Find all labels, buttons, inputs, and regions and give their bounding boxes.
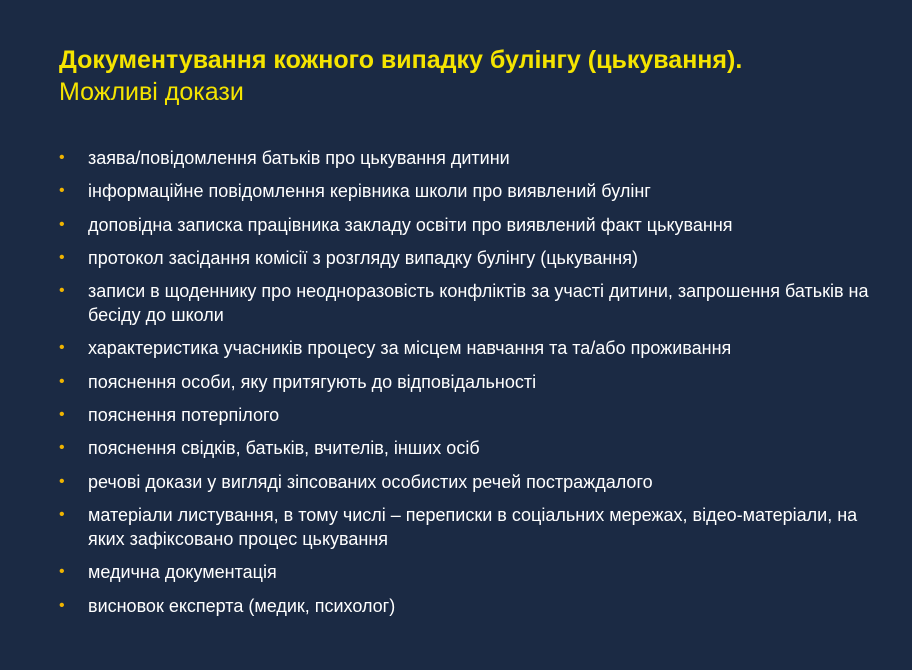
bullet-icon: • [59, 472, 65, 490]
bullet-icon: • [59, 215, 65, 233]
bullet-icon: • [59, 505, 65, 523]
list-item [59, 470, 879, 494]
title-subtitle: Можливі докази [59, 78, 244, 106]
list-item [59, 213, 879, 237]
list-item-text: матеріали листування, в тому числі – переписки в соціальних мережах, відео-матеріали, на яких зафіксовано процес цькування [88, 504, 858, 549]
list-item [59, 370, 879, 394]
list-item-text: речові докази у вигляді зіпсованих особистих речей постраждалого [88, 471, 653, 492]
bullet-icon: • [59, 439, 65, 457]
bullet-icon: • [59, 339, 65, 357]
list-item-text: пояснення особи, яку притягують до відповідальності [88, 371, 537, 392]
list-item-text: пояснення свідків, батьків, вчителів, інших осіб [88, 438, 480, 459]
list-item [59, 246, 879, 270]
bullet-icon: • [59, 149, 65, 166]
list-item-text: записи в щоденнику про неодноразовість конфліктів за участі дитини, запрошення батьків на бесіду до школи [88, 281, 869, 326]
list-item [59, 179, 879, 203]
list-item [59, 146, 879, 170]
bullet-icon: • [59, 282, 65, 300]
list-item [59, 336, 879, 360]
bullet-icon: • [59, 406, 65, 424]
title-main: Документування кожного випадку булінгу (цькування). [59, 46, 743, 74]
list-item [59, 436, 879, 460]
slide-title [59, 44, 889, 108]
bullet-icon: • [59, 248, 65, 266]
list-item [59, 560, 879, 584]
list-item [59, 403, 879, 427]
list-item-text: інформаційне повідомлення керівника школи про виявлений булінг [88, 181, 651, 202]
list-item-text: висновок експерта (медик, психолог) [88, 595, 396, 616]
list-item-text: характеристика учасників процесу за місцем навчання та та/або проживання [88, 338, 732, 359]
list-item-text: медична документація [88, 562, 277, 583]
list-item-text: заява/повідомлення батьків про цькування дитини [88, 148, 510, 168]
list-item-text: пояснення потерпілого [88, 405, 280, 426]
list-item [59, 503, 879, 551]
bullet-icon: • [59, 182, 65, 200]
list-item-text: доповідна записка працівника закладу освіти про виявлений факт цькування [88, 214, 733, 235]
evidence-list [59, 146, 879, 627]
bullet-icon: • [59, 372, 65, 390]
bullet-icon: • [59, 563, 65, 581]
list-item [59, 594, 879, 618]
list-item-text: протокол засідання комісії з розгляду випадку булінгу (цькування) [88, 247, 638, 268]
bullet-icon: • [59, 596, 65, 614]
list-item [59, 279, 879, 327]
